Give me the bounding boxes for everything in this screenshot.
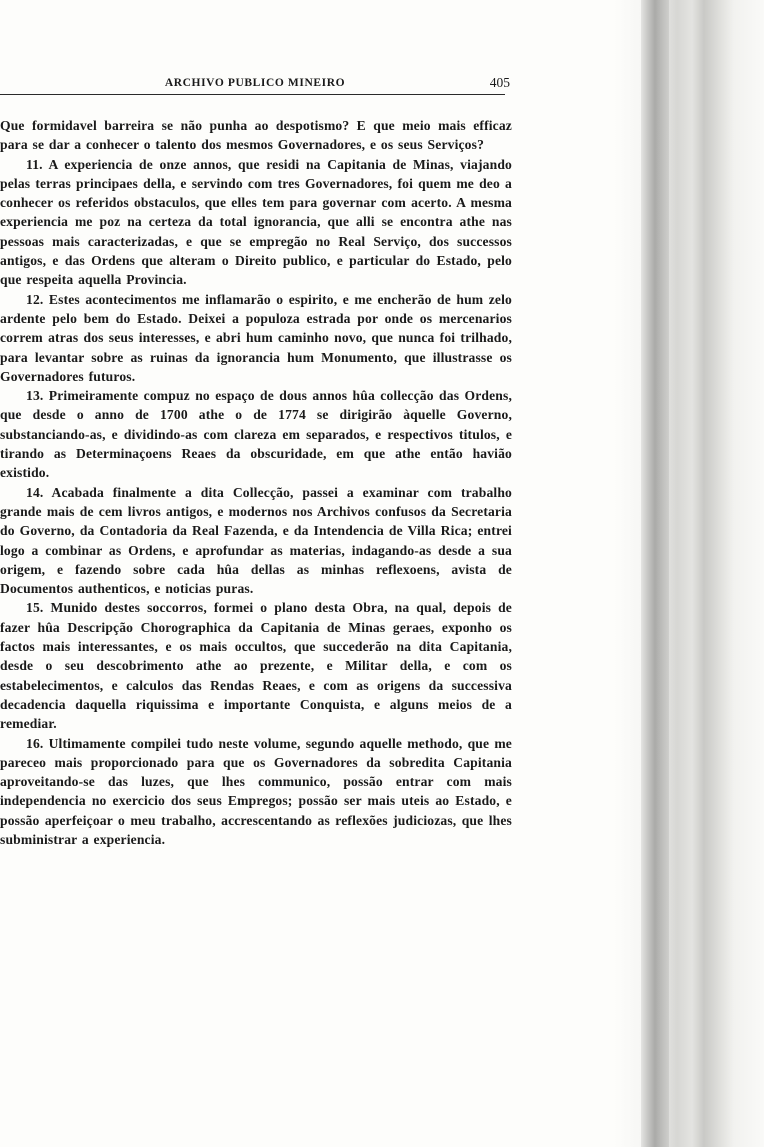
paragraph-14: 14. Acabada finalmente a dita Collecção, passei a examinar com trabalho grande mais de cem livros antigos, e modernos nos Archivos confusos da Secretaria do Governo, da Contadoria da Real Fazenda, e da Intendencia de Villa Rica; entrei logo a combinar as Ordens, e aprofundar as materias, indagando-as desde a sua origem, e fazendo sobre cada hûa dellas as minhas reflexoens, avista de Documentos authenticos, e noticias puras. — [0, 484, 512, 597]
paragraph-13: 13. Primeiramente compuz no espaço de dous annos hûa collecção das Ordens, que desde o anno de 1700 athe o de 1774 se dirigirão àquelle Governo, substanciando-as, e dividindo-as com clareza em separados, e respectivos titulos, e tirando as Determinaçoens Reaes da obscuridade, em que athe então havião existido. — [0, 388, 512, 481]
paragraph-10-continuation: Que formidavel barreira se não punha ao despotismo? E que meio mais efficaz para se dar a conhecer o talento dos mesmos Governadores, e os seus Serviços? — [0, 118, 512, 153]
page-binding-shadow — [614, 0, 764, 1147]
body-text — [0, 116, 512, 849]
running-title: ARCHIVO PUBLICO MINEIRO — [164, 77, 346, 89]
paragraph-16: 16. Ultimamente compilei tudo neste volume, segundo aquelle methodo, que me pareceo mais proporcionado para que os Governadores da sobredita Capitania aproveitando-se das luzes, que lhes communico, possão entrar com mais independencia no exercicio dos seus Empregos; possão ser mais uteis ao Estado, e possão aperfeiçoar o meu trabalho, accrescentando as reflexões judiciozas, que lhes subministrar a experiencia. — [0, 735, 512, 847]
header-rule — [0, 94, 505, 95]
paragraph-11: 11. A experiencia de onze annos, que residi na Capitania de Minas, viajando pelas terras principaes della, e servindo com tres Governadores, foi quem me deo a conhecer os referidos obstaculos, que elles tem para governar com acerto. A mesma experiencia me poz na certeza da total ignorancia, que alli se encontra athe nas pessoas mais caracterizadas, e que se empregão no Real Serviço, dos successos antigos, e das Ordens que alteram o Direito publico, e particular do Estado, pelo que respeita aquella Provincia. — [0, 156, 512, 288]
paragraph-12: 12. Estes acontecimentos me inflamarão o espirito, e me encherão de hum zelo ardente pelo bem do Estado. Deixei a populoza estrada por onde os mercenarios correm atras dos seus interesses, e abri hum caminho novo, que nunca foi trilhado, para levantar sobre as ruinas da ignorancia hum Monumento, que illustrasse os Governadores futuros. — [0, 291, 512, 384]
paragraph-15: 15. Munido destes soccorros, formei o plano desta Obra, na qual, depois de fazer hûa Descripção Chorographica da Capitania de Minas geraes, exponho os factos mais interessantes, e os mais occultos, que succederão na dita Capitania, desde o seu descobrimento athe ao prezente, e Militar della, e com os estabelecimentos, e calculos das Rendas Reaes, e com as origens da successiva decadencia daquella riquissima e importante Conquista, e alguns meios de a remediar. — [0, 600, 512, 732]
page-number: 405 — [489, 75, 510, 90]
page-header — [0, 68, 510, 96]
page-fold-shadow — [641, 0, 669, 1147]
